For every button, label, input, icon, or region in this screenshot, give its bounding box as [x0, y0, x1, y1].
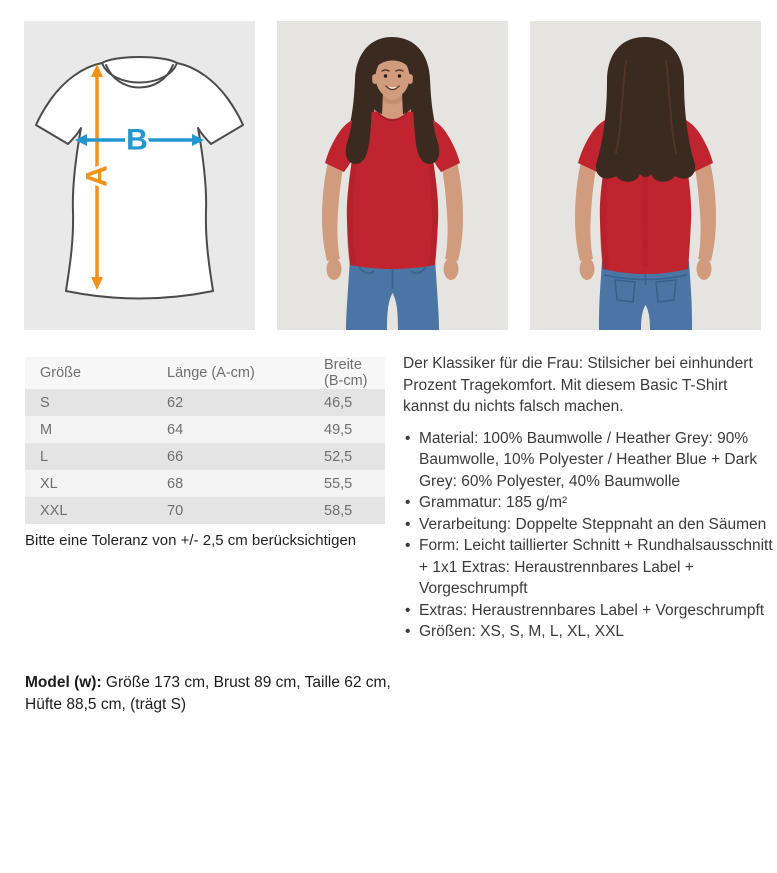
size-table-wrap: [25, 357, 385, 524]
description-intro: Der Klassiker für die Frau: Stilsicher bei einhundert Prozent Tragekomfort. Mit diesem Basic T-Shirt kannst du nichts falsch machen.: [403, 355, 753, 415]
table-row: [25, 443, 385, 470]
table-cell: 66: [152, 443, 309, 470]
column-header: Breite (B-cm): [309, 357, 385, 389]
table-cell: S: [25, 389, 152, 416]
table-cell: XXL: [25, 497, 152, 524]
size-diagram: [24, 21, 255, 330]
table-cell: 70: [152, 497, 309, 524]
table-cell: 52,5: [309, 443, 385, 470]
tolerance-note: Bitte eine Toleranz von +/- 2,5 cm berücksichtigen: [25, 532, 357, 549]
model-photo-back: [530, 21, 761, 330]
column-header: Länge (A-cm): [152, 357, 309, 389]
size-table: [25, 357, 385, 524]
column-header: Größe: [25, 357, 152, 389]
table-cell: 49,5: [309, 416, 385, 443]
table-cell: L: [25, 443, 152, 470]
description-bullet: • Verarbeitung: Doppelte Steppnaht an den Säumen: [403, 514, 775, 536]
table-row: [25, 416, 385, 443]
model-photo-front: [277, 21, 508, 330]
description-bullet: • Material: 100% Baumwolle / Heather Grey: 90% Baumwolle, 10% Polyester / Heather Blue + Dark Grey: 60% Polyester, 40% Baumwolle: [403, 428, 775, 493]
model-photo-front-panel: [277, 21, 508, 330]
description-bullets: [403, 428, 775, 643]
size-table-head: [25, 357, 385, 389]
model-info-text: Größe 173 cm, Brust 89 cm, Taille 62 cm, Hüfte 88,5 cm, (trägt S): [25, 674, 391, 713]
product-description: [403, 353, 775, 643]
length-label-a: A: [80, 165, 114, 187]
table-cell: 55,5: [309, 470, 385, 497]
table-cell: 46,5: [309, 389, 385, 416]
table-cell: M: [25, 416, 152, 443]
table-row: [25, 497, 385, 524]
model-photo-back-panel: [530, 21, 761, 330]
table-cell: 58,5: [309, 497, 385, 524]
size-diagram-panel: [24, 21, 255, 330]
model-info: [25, 672, 395, 716]
description-bullet: • Grammatur: 185 g/m²: [403, 492, 775, 514]
table-row: [25, 470, 385, 497]
description-bullet: • Form: Leicht taillierter Schnitt + Rundhalsausschnitt + 1x1 Extras: Heraustrennbares Label + Vorgeschrumpft: [403, 535, 775, 600]
table-cell: 62: [152, 389, 309, 416]
model-info-label: Model (w):: [25, 674, 102, 691]
size-table-body: [25, 389, 385, 524]
description-bullet: • Größen: XS, S, M, L, XL, XXL: [403, 621, 775, 643]
image-row: [24, 21, 761, 330]
description-bullet: • Extras: Heraustrennbares Label + Vorgeschrumpft: [403, 600, 775, 622]
table-cell: XL: [25, 470, 152, 497]
width-label-b: B: [126, 123, 148, 157]
table-header-row: [25, 357, 385, 389]
table-cell: 68: [152, 470, 309, 497]
table-cell: 64: [152, 416, 309, 443]
table-row: [25, 389, 385, 416]
